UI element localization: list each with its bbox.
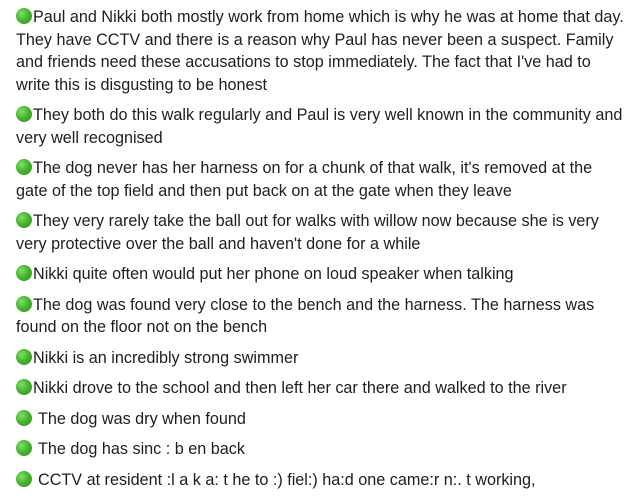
list-item bbox=[16, 210, 628, 255]
green-circle-icon bbox=[16, 212, 32, 228]
list-item bbox=[16, 6, 628, 96]
list-item bbox=[16, 438, 628, 461]
item-text: The dog has sinc : b en back bbox=[38, 440, 245, 458]
item-text: CCTV at resident :l a k a: t he to :) fiel:) ha:d one came:r n:. t working, bbox=[38, 470, 536, 489]
green-circle-icon bbox=[16, 440, 32, 456]
list-item bbox=[16, 347, 628, 370]
item-text: Nikki drove to the school and then left her car there and walked to the river bbox=[33, 379, 567, 397]
green-circle-icon bbox=[16, 410, 32, 426]
green-circle-icon bbox=[16, 296, 32, 312]
list-item bbox=[16, 408, 628, 431]
list-item bbox=[16, 294, 628, 339]
item-text: Nikki quite often would put her phone on loud speaker when talking bbox=[33, 265, 514, 283]
green-circle-icon bbox=[16, 471, 32, 487]
list-item bbox=[16, 263, 628, 286]
green-circle-icon bbox=[16, 159, 32, 175]
green-circle-icon bbox=[16, 106, 32, 122]
green-circle-icon bbox=[16, 379, 32, 395]
item-text: They very rarely take the ball out for walks with willow now because she is very very protective over the ball and haven't done for a while bbox=[16, 212, 599, 253]
item-text: The dog was dry when found bbox=[38, 409, 246, 428]
item-text: Paul and Nikki both mostly work from home which is why he was at home that day. They have CCTV and there is a reason why Paul has never been a suspect. Family and friends need these accusations to stop immediately. The fact that I've had to write this is disgusting to be honest bbox=[16, 8, 624, 94]
green-circle-icon bbox=[16, 8, 32, 24]
green-circle-icon bbox=[16, 349, 32, 365]
item-text: The dog was found very close to the bench and the harness. The harness was found on the floor not on the bench bbox=[16, 295, 595, 336]
list-item bbox=[16, 377, 628, 400]
list-item bbox=[16, 157, 628, 202]
item-text: They both do this walk regularly and Paul is very well known in the community and very well recognised bbox=[16, 106, 623, 147]
item-text: Nikki is an incredibly strong swimmer bbox=[33, 348, 299, 367]
list-item bbox=[16, 104, 628, 149]
list-item bbox=[16, 469, 628, 492]
item-text: The dog never has her harness on for a chunk of that walk, it's removed at the gate of the top field and then put back on at the gate when they leave bbox=[16, 159, 593, 200]
post-body bbox=[16, 6, 628, 499]
green-circle-icon bbox=[16, 265, 32, 281]
